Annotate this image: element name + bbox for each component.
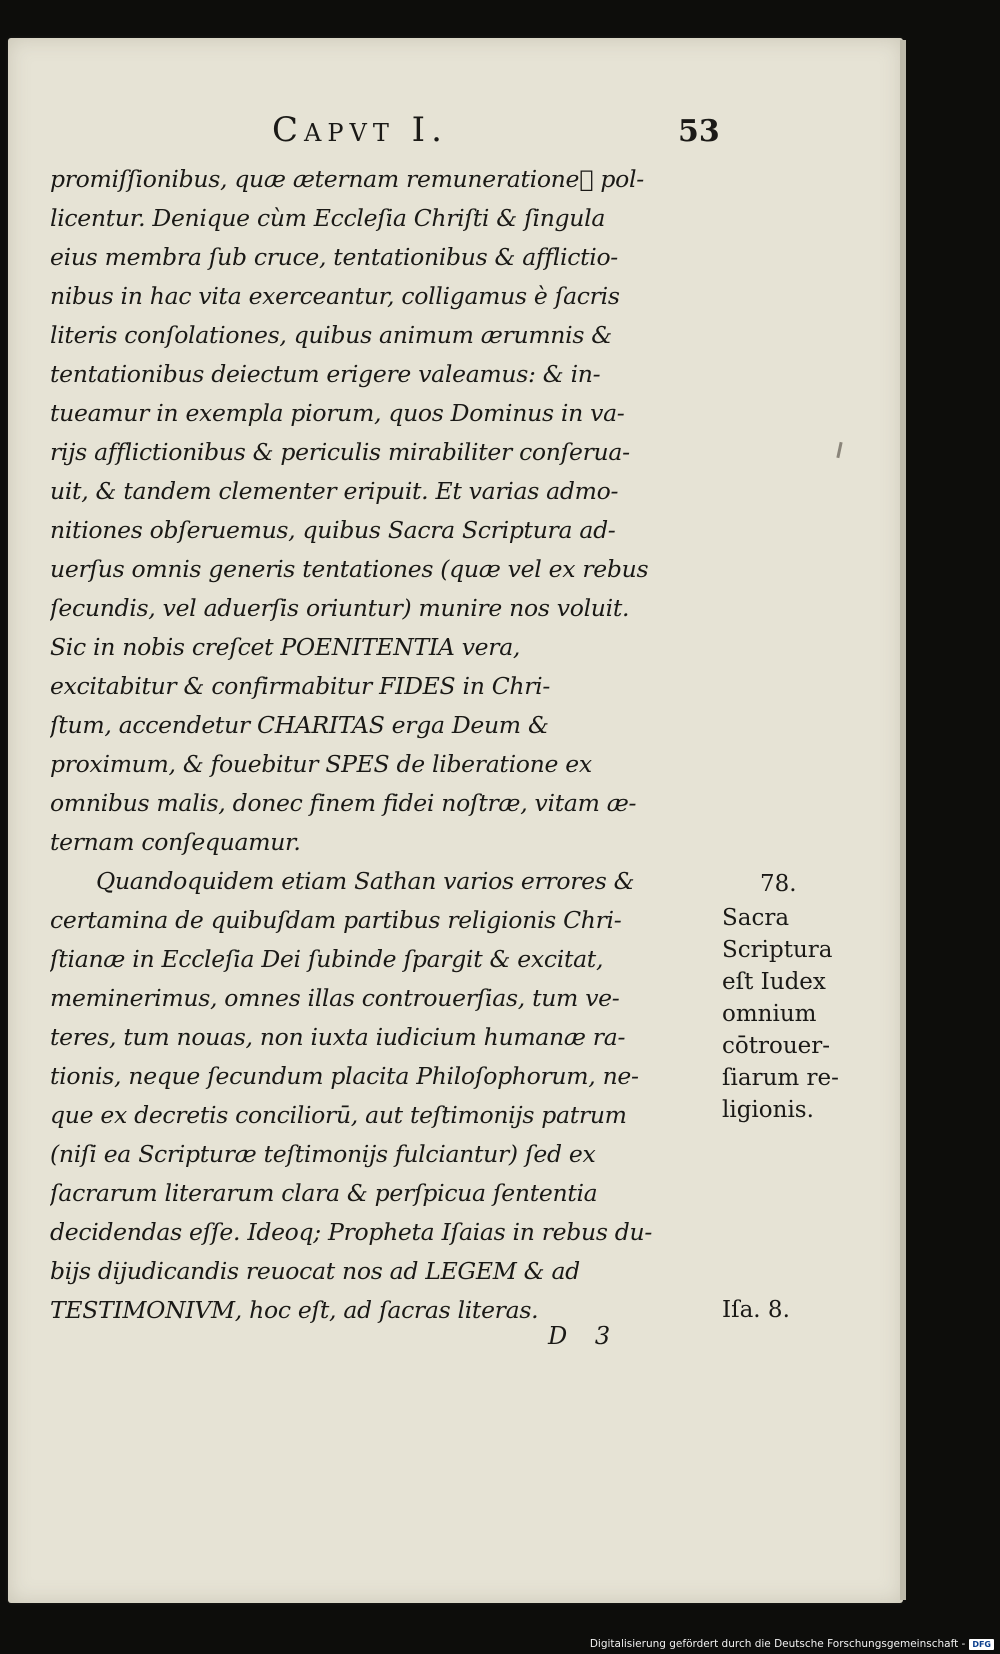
text-line: eius membra ſub cruce, tentationibus & afflictio- — [50, 243, 618, 271]
text-line: (niſi ea Scripturæ teſtimonijs fulciantur) ſed ex — [50, 1140, 596, 1168]
dfg-logo: DFG — [969, 1639, 994, 1650]
page-edge — [900, 40, 906, 1600]
text-line: ſtum, accendetur CHARITAS erga Deum & — [50, 711, 549, 739]
funding-notice — [590, 1638, 994, 1650]
marginal-note — [722, 868, 852, 1126]
text-line: ternam conſequamur. — [50, 828, 301, 856]
marginal-note-line: cōtrouer- — [722, 1033, 831, 1059]
marginal-note-line: Sacra — [722, 905, 790, 931]
text-line: licentur. Denique cùm Eccleſia Chriſti & ſingula — [50, 204, 606, 232]
text-line: uit, & tandem clementer eripuit. Et varias admo- — [50, 477, 619, 505]
running-head: Capvt I. — [272, 110, 448, 150]
text-line: Quandoquidem etiam Sathan varios errores & — [96, 867, 635, 895]
page-number: 53 — [678, 114, 720, 149]
text-line: tionis, neque ſecundum placita Philoſophorum, ne- — [50, 1062, 639, 1090]
text-line: teres, tum nouas, non iuxta iudicium humanæ ra- — [50, 1023, 626, 1051]
text-line: tentationibus deiectum erigere valeamus: & in- — [50, 360, 601, 388]
text-line: ſecundis, vel aduerſis oriuntur) munire nos voluit. — [50, 594, 630, 622]
text-line: rijs afflictionibus & periculis mirabiliter conſerua- — [50, 438, 630, 466]
text-line: ſacrarum literarum clara & perſpicua ſententia — [50, 1179, 598, 1207]
text-line: decidendas eſſe. Ideoq; Propheta Iſaias in rebus du- — [50, 1218, 652, 1246]
text-line: ſtianæ in Eccleſia Dei ſubinde ſpargit & excitat, — [50, 945, 604, 973]
marginal-note-line: eſt Iudex — [722, 969, 826, 995]
marginal-note-line: Scriptura — [722, 937, 833, 963]
text-line: tueamur in exempla piorum, quos Dominus in va- — [50, 399, 625, 427]
text-line: que ex decretis conciliorū, aut teſtimonijs patrum — [50, 1101, 627, 1129]
marginal-note-line: omnium — [722, 1001, 817, 1027]
text-line: certamina de quibuſdam partibus religionis Chri- — [50, 906, 622, 934]
signature-mark: D 3 — [548, 1322, 621, 1350]
text-line: excitabitur & confirmabitur FIDES in Chri- — [50, 672, 551, 700]
text-line: bijs dijudicandis reuocat nos ad LEGEM & ad — [50, 1257, 580, 1285]
main-text-block — [50, 160, 715, 1330]
text-line: literis conſolationes, quibus animum ærumnis & — [50, 321, 612, 349]
text-line: promiſſionibus, quæ æternam remuneratione᷑ pol- — [50, 165, 644, 193]
text-line: meminerimus, omnes illas controuerſias, tum ve- — [50, 984, 620, 1012]
marginal-note-line: ſiarum re- — [722, 1065, 839, 1091]
text-line: TESTIMONIVM, hoc eſt, ad ſacras literas. — [50, 1296, 539, 1324]
text-line: omnibus malis, donec finem fidei noſtræ, vitam æ- — [50, 789, 637, 817]
text-line: nitiones obſeruemus, quibus Sacra Scriptura ad- — [50, 516, 616, 544]
text-line: proximum, & fouebitur SPES de liberatione ex — [50, 750, 592, 778]
text-line: nibus in hac vita exerceantur, colligamus è ſacris — [50, 282, 620, 310]
marginal-note-number: 78. — [760, 871, 797, 897]
page-header — [40, 110, 740, 150]
marginal-note-line: ligionis. — [722, 1097, 814, 1123]
scripture-reference: Iſa. 8. — [722, 1297, 790, 1323]
text-line: uerſus omnis generis tentationes (quæ vel ex rebus — [50, 555, 649, 583]
funding-text: Digitalisierung gefördert durch die Deutsche Forschungsgemeinschaft - — [589, 1638, 966, 1650]
text-line: Sic in nobis creſcet POENITENTIA vera, — [50, 633, 521, 661]
